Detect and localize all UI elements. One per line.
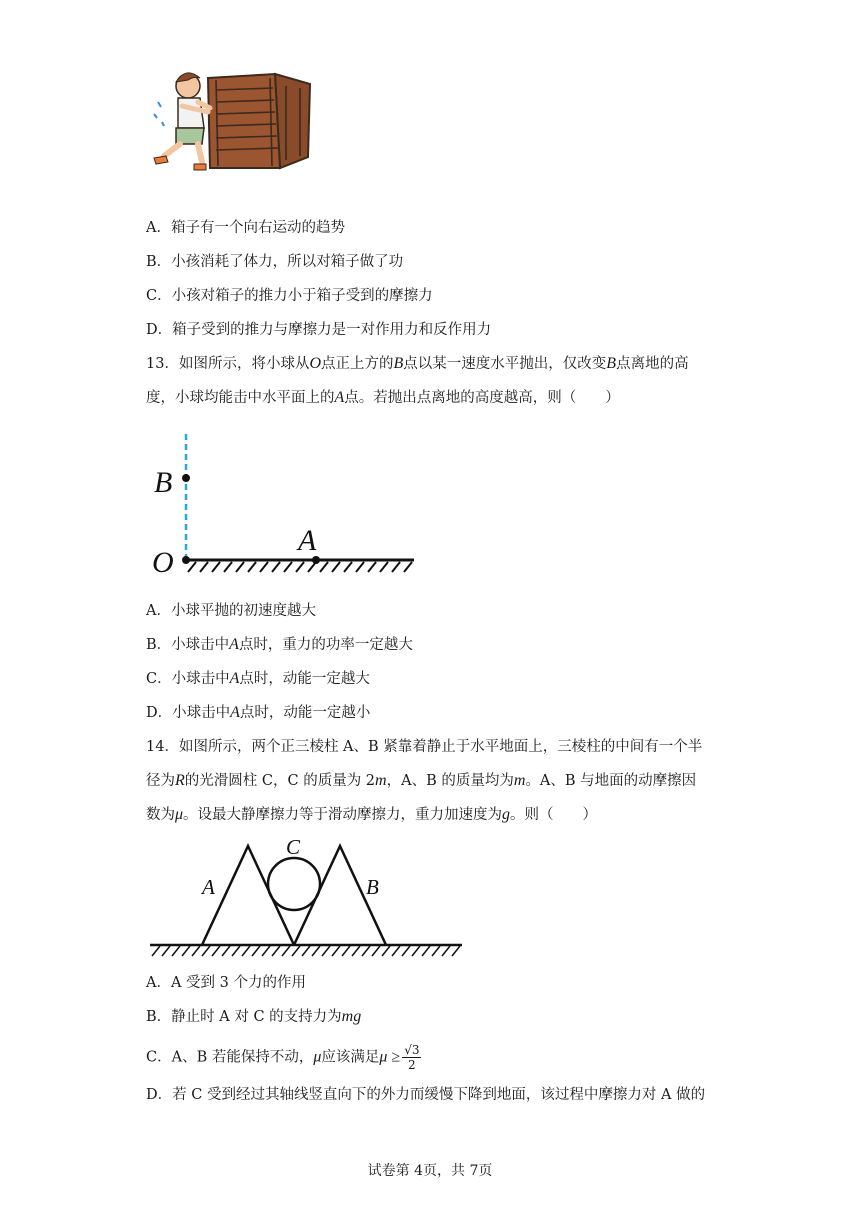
sqrt3-over-2-fraction: $\frac{√3}{2}$ — [404, 1043, 420, 1072]
q13-stem-line-2: 度，小球均能击中水平面上的A点。若抛出点离地的高度越高，则（ ） — [146, 389, 620, 406]
q14-stem-line-1: 14．如图所示，两个正三棱柱 A、B 紧靠着静止于水平地面上，三棱柱的中间有一个半 — [146, 739, 703, 755]
q14-prisms-figure — [146, 832, 466, 962]
label-b: B — [154, 466, 173, 499]
label-o: O — [152, 546, 174, 578]
point-b — [182, 474, 190, 482]
q14-option-b: B．静止时 A 对 C 的支持力为mg — [146, 1008, 362, 1025]
cylinder-c — [268, 858, 320, 910]
q13-stem-line-1: 13．如图所示，将小球从O点正上方的B点以某一速度水平抛出，仅改变B点离地的高 — [146, 355, 689, 372]
q12-option-a: A．箱子有一个向右运动的趋势 — [146, 220, 345, 236]
q13-option-a: A．小球平抛的初速度越大 — [146, 603, 316, 619]
point-o — [182, 556, 190, 564]
point-a — [312, 556, 320, 564]
q14-option-a: A．A 受到 3 个力的作用 — [146, 975, 306, 991]
q13-option-d: D．小球击中A点时，动能一定越小 — [146, 704, 371, 721]
label-a: A — [202, 875, 215, 899]
q12-option-c: C．小孩对箱子的推力小于箱子受到的摩擦力 — [146, 288, 433, 304]
q12-option-d: D．箱子受到的推力与摩擦力是一对作用力和反作用力 — [146, 322, 492, 338]
q14-stem-line-2: 径为R的光滑圆柱 C，C 的质量为 2m，A、B 的质量均为m。A、B 与地面的动摩擦因 — [146, 772, 697, 789]
page-footer: 试卷第 4页，共 7页 — [367, 1163, 493, 1179]
child-pushing-box-illustration — [140, 62, 320, 177]
q14-option-d: D．若 C 受到经过其轴线竖直向下的外力而缓慢下降到地面，该过程中摩擦力对 A 做的 — [146, 1087, 706, 1103]
q14-stem-line-3: 数为μ。设最大静摩擦力等于滑动摩擦力，重力加速度为g。则（ ） — [146, 806, 598, 823]
ground-hatching — [188, 562, 412, 572]
q12-option-b: B．小孩消耗了体力，所以对箱子做了功 — [146, 254, 404, 270]
q13-option-b: B．小球击中A点时，重力的功率一定越大 — [146, 636, 413, 653]
ground-hatching — [152, 946, 460, 956]
q14-option-c: C．A、B 若能保持不动，μ应该满足μ ≥ $\frac{√3}{2}$ — [146, 1043, 420, 1072]
label-c: C — [286, 835, 301, 859]
label-b: B — [366, 875, 379, 899]
q13-option-c: C．小球击中A点时，动能一定越大 — [146, 670, 370, 687]
q13-projectile-figure — [148, 428, 428, 578]
label-a: A — [298, 524, 317, 557]
